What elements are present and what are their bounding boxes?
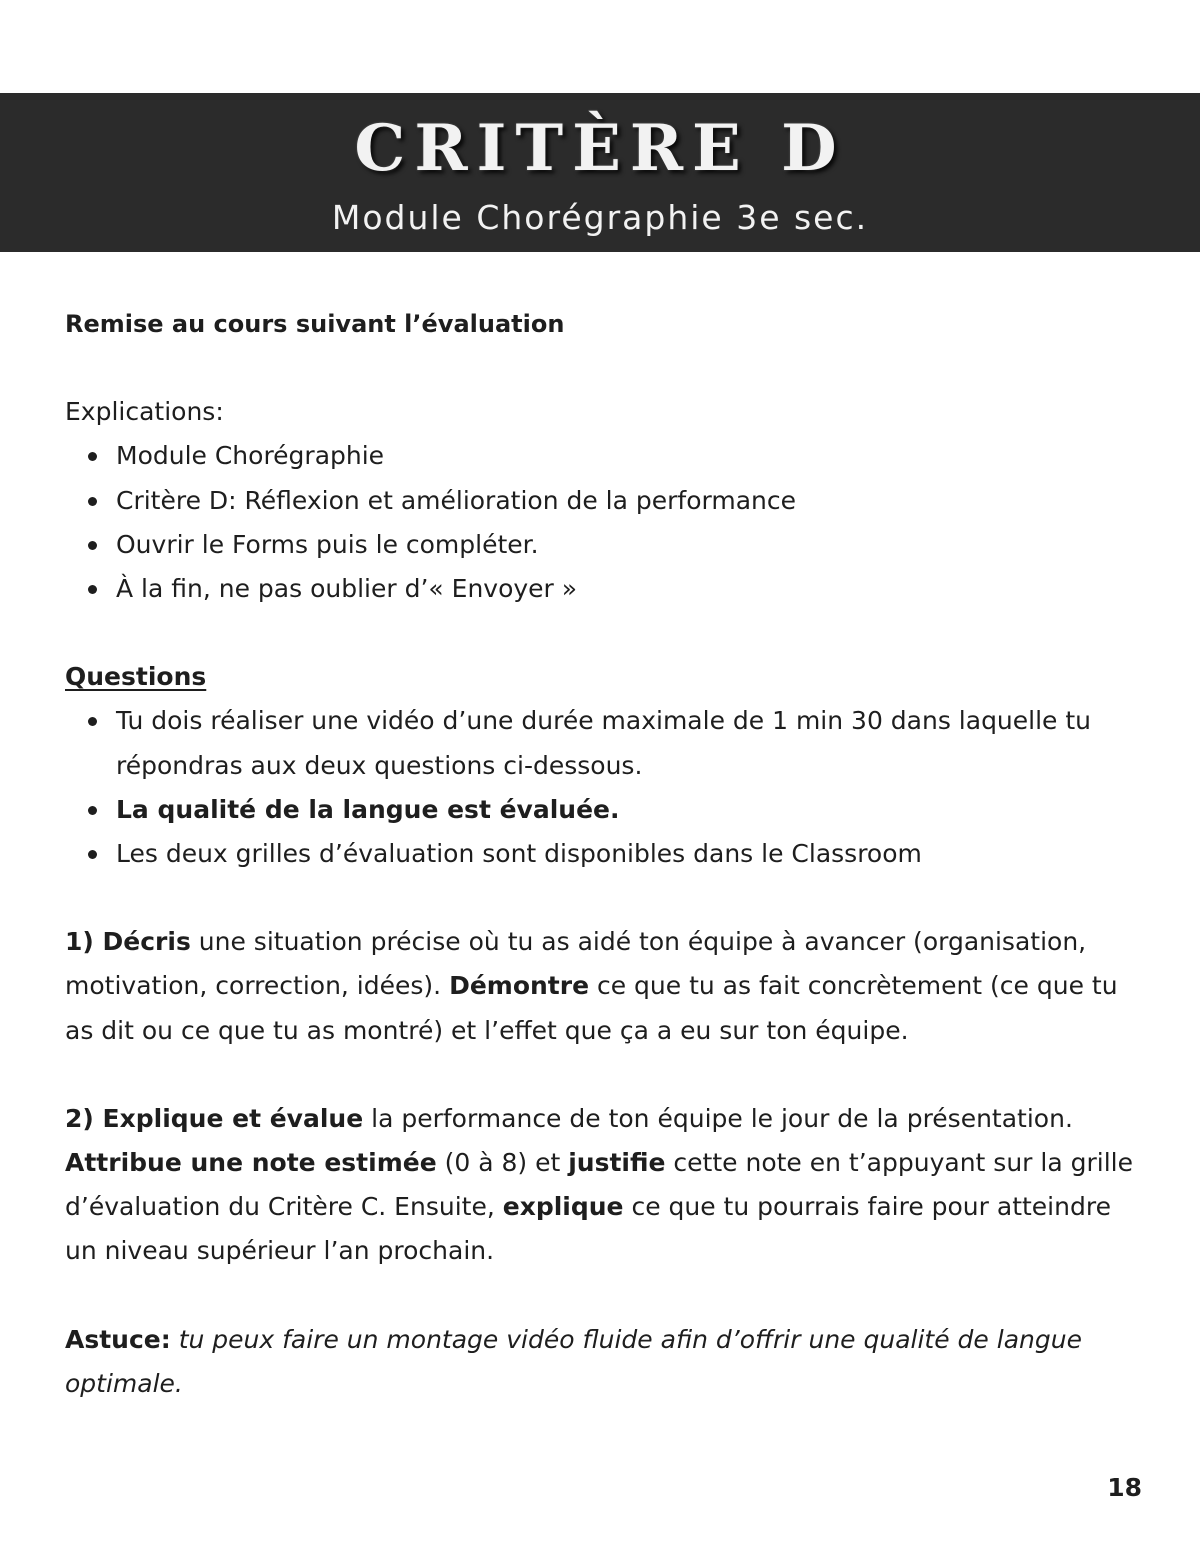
question-1-verb: Démontre bbox=[449, 971, 590, 1001]
questions-list bbox=[65, 699, 1135, 876]
question-2-text: (0 à 8) et bbox=[436, 1148, 569, 1178]
question-2-text: la performance de ton équipe le jour de la présentation. bbox=[363, 1103, 1073, 1133]
question-1-verb: 1) Décris bbox=[65, 927, 191, 957]
list-item: Critère D: Réflexion et amélioration de la performance bbox=[65, 479, 1135, 523]
list-item: Module Chorégraphie bbox=[65, 434, 1135, 478]
question-1-text: une situation précise où tu as aidé ton équipe à avancer (organisation, motivation, correction, idées). bbox=[65, 927, 1087, 1001]
list-item: La qualité de la langue est évaluée. bbox=[65, 788, 1135, 832]
question-2-verb: 2) Explique et évalue bbox=[65, 1103, 364, 1133]
spacer bbox=[65, 1053, 1135, 1097]
spacer bbox=[65, 1274, 1135, 1318]
explanations-label: Explications: bbox=[65, 397, 224, 427]
list-item: À la fin, ne pas oublier d’« Envoyer » bbox=[65, 567, 1135, 611]
question-1-text: ce que tu as fait concrètement (ce que tu as dit ou ce que tu as montré) et l’effet que ça a eu sur ton équipe. bbox=[65, 971, 1118, 1045]
question-2-verb: justifie bbox=[568, 1148, 666, 1178]
questions-heading: Questions bbox=[65, 662, 207, 692]
deadline-note: Remise au cours suivant l’évaluation bbox=[65, 310, 565, 338]
page-subtitle: Module Chorégraphie 3e sec. bbox=[331, 198, 869, 237]
tip bbox=[65, 1318, 1135, 1406]
question-2-text: cette note en t’appuyant sur la grille d’évaluation du Critère C. Ensuite, bbox=[65, 1148, 1133, 1222]
header-banner bbox=[0, 93, 1200, 252]
list-item: Ouvrir le Forms puis le compléter. bbox=[65, 523, 1135, 567]
question-2-text: ce que tu pourrais faire pour atteindre un niveau supérieur l’an prochain. bbox=[65, 1192, 1111, 1266]
explanations-list bbox=[65, 434, 1135, 611]
spacer bbox=[65, 346, 1135, 390]
question-1 bbox=[65, 920, 1135, 1053]
tip-text: tu peux faire un montage vidéo fluide afin d’offrir une qualité de langue optimale. bbox=[65, 1324, 1082, 1398]
page-number: 18 bbox=[1107, 1473, 1142, 1502]
question-2-verb: Attribue une note estimée bbox=[65, 1148, 437, 1178]
spacer bbox=[65, 876, 1135, 920]
page-title: CRITÈRE D bbox=[354, 111, 846, 186]
spacer bbox=[65, 611, 1135, 655]
document-body bbox=[65, 302, 1135, 1406]
question-2-verb: explique bbox=[502, 1192, 624, 1222]
list-item: Tu dois réaliser une vidéo d’une durée maximale de 1 min 30 dans laquelle tu répondras aux deux questions ci-dessous. bbox=[65, 699, 1135, 787]
tip-label: Astuce: bbox=[65, 1324, 171, 1354]
list-item: Les deux grilles d’évaluation sont disponibles dans le Classroom bbox=[65, 832, 1135, 876]
question-2 bbox=[65, 1097, 1135, 1274]
